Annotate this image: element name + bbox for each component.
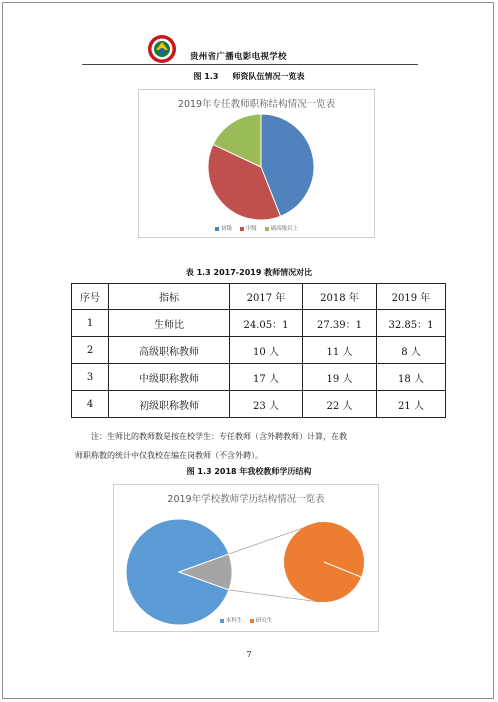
table-row <box>72 364 446 391</box>
figure-2-caption: 图 1.3 2018 年我校教师学历结构 <box>186 467 312 476</box>
table-cell: 32.85：1 <box>377 310 446 337</box>
legend-label: 副高级以上 <box>270 226 299 232</box>
school-name: 贵州省广播电影电视学校 <box>190 52 287 62</box>
table-cell: 8 人 <box>377 337 446 364</box>
table-cell: 22 人 <box>303 391 377 418</box>
header-cell: 2017 年 <box>230 284 303 310</box>
table-header-row <box>72 284 446 310</box>
table-cell: 19 人 <box>303 364 377 391</box>
note-line-1: 注：生师比的教师数是按在校学生：专任教师（含外聘教师）计算，在教 <box>91 432 347 441</box>
legend-item-zhongji <box>240 224 257 232</box>
table-row <box>72 337 446 364</box>
table-cell: 生师比 <box>109 310 230 337</box>
legend-label: 初级 <box>220 226 232 232</box>
pie-of-pie-chart <box>114 485 378 631</box>
table-cell: 21 人 <box>377 391 446 418</box>
table-note <box>75 427 435 465</box>
header-cell: 2018 年 <box>303 284 377 310</box>
table-caption: 表 1.3 2017-2019 教师情况对比 <box>185 268 313 277</box>
page-number: 7 <box>246 650 252 659</box>
legend-swatch <box>220 619 224 623</box>
figure-1-caption <box>0 71 498 82</box>
header-cell: 序号 <box>72 284 109 310</box>
pie-chart-1 <box>139 90 374 237</box>
table-cell: 高级职称教师 <box>109 337 230 364</box>
note-line-2: 师职称数的统计中仅我校在编在岗教师（不含外聘）。 <box>75 451 263 460</box>
teacher-comparison-table <box>71 283 446 418</box>
legend-label: 研究生 <box>255 618 273 624</box>
table-row <box>72 310 446 337</box>
legend-label: 本科生 <box>225 618 243 624</box>
table-row <box>72 391 446 418</box>
legend-swatch <box>265 227 269 231</box>
table-cell: 17 人 <box>230 364 303 391</box>
school-logo <box>147 34 177 64</box>
table-cell: 10 人 <box>230 337 303 364</box>
table-cell: 1 <box>72 310 109 337</box>
table-cell: 4 <box>72 391 109 418</box>
figure-1-number: 图 1.3 <box>193 72 219 81</box>
table-cell: 2 <box>72 337 109 364</box>
header-cell: 2019 年 <box>377 284 446 310</box>
table-cell: 24.05：1 <box>230 310 303 337</box>
table-cell: 3 <box>72 364 109 391</box>
legend-item-benke <box>220 616 243 624</box>
chart-2-legend <box>114 616 378 624</box>
chart-title-structure <box>138 89 375 238</box>
chart-education-structure <box>113 484 379 632</box>
table-cell: 27.39：1 <box>303 310 377 337</box>
table-cell: 中级职称教师 <box>109 364 230 391</box>
table-cell: 23 人 <box>230 391 303 418</box>
table-cell: 11 人 <box>303 337 377 364</box>
legend-item-fugaoji <box>265 224 299 232</box>
chart-1-title: 2019年专任教师职称结构情况一览表 <box>177 99 336 110</box>
figure-1-text: 师资队伍情况一览表 <box>232 72 305 81</box>
table-cell: 初级职称教师 <box>109 391 230 418</box>
legend-swatch <box>215 227 219 231</box>
chart-1-legend <box>139 224 374 232</box>
legend-swatch <box>250 619 254 623</box>
legend-item-yanjiu <box>250 616 273 624</box>
legend-swatch <box>240 227 244 231</box>
chart-2-title: 2019年学校教师学历结构情况一览表 <box>167 494 325 505</box>
legend-label: 中级 <box>245 226 257 232</box>
header-rule <box>82 64 418 65</box>
header-cell: 指标 <box>109 284 230 310</box>
table-cell: 18 人 <box>377 364 446 391</box>
legend-item-chuji <box>215 224 232 232</box>
